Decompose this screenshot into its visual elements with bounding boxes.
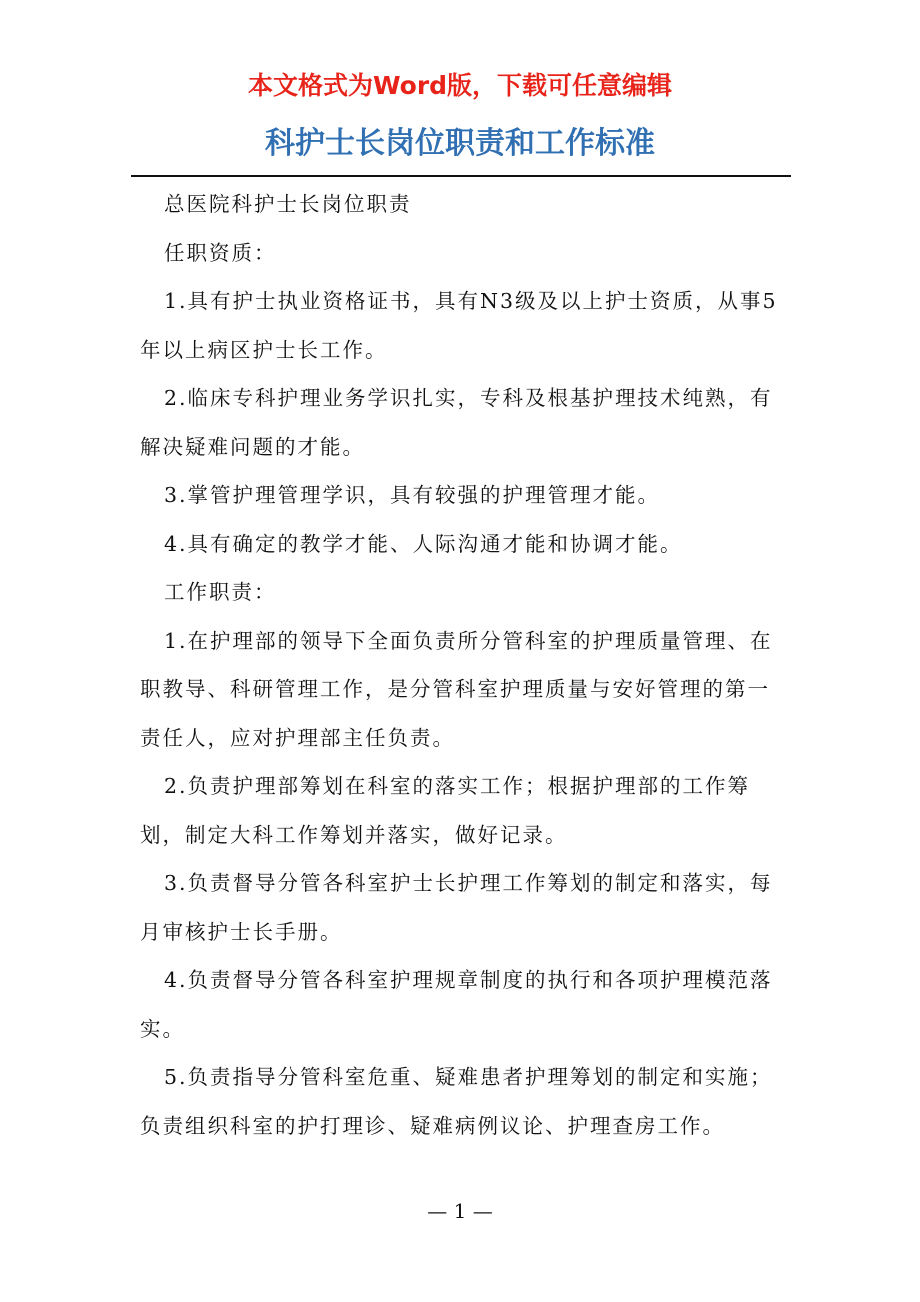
title-divider — [131, 175, 791, 177]
paragraph: 2.负责护理部筹划在科室的落实工作；根据护理部的工作筹划，制定大科工作筹划并落实，做好记录。 — [140, 774, 751, 847]
document-title: 科护士长岗位职责和工作标准 — [265, 126, 655, 161]
page-number: — 1 — — [427, 1199, 493, 1223]
paragraph: 总医院科护士长岗位职责 — [164, 192, 412, 216]
paragraph: 2.临床专科护理业务学识扎实，专科及根基护理技术纯熟，有解决疑难问题的才能。 — [140, 386, 773, 459]
document-body — [140, 180, 792, 1150]
paragraph: 1.在护理部的领导下全面负责所分管科室的护理质量管理、在职教导、科研管理工作，是分管科室护理质量与安好管理的第一责任人，应对护理部主任负责。 — [140, 628, 773, 750]
paragraph: 1.具有护士执业资格证书，具有N3级及以上护士资质，从事5年以上病区护士长工作。 — [140, 289, 778, 362]
paragraph: 5.负责指导分管科室危重、疑难患者护理筹划的制定和实施；负责组织科室的护打理诊、疑难病例议论、护理查房工作。 — [140, 1065, 773, 1138]
paragraph: 工作职责： — [164, 580, 277, 604]
format-notice: 本文格式为Word版，下载可任意编辑 — [247, 71, 673, 100]
paragraph: 4.负责督导分管各科室护理规章制度的执行和各项护理模范落实。 — [140, 968, 773, 1041]
paragraph: 3.掌管护理管理学识，具有较强的护理管理才能。 — [164, 483, 661, 507]
paragraph: 3.负责督导分管各科室护士长护理工作筹划的制定和落实，每月审核护士长手册。 — [140, 871, 773, 944]
paragraph: 任职资质： — [164, 240, 277, 265]
paragraph: 4.具有确定的教学才能、人际沟通才能和协调才能。 — [164, 531, 683, 556]
